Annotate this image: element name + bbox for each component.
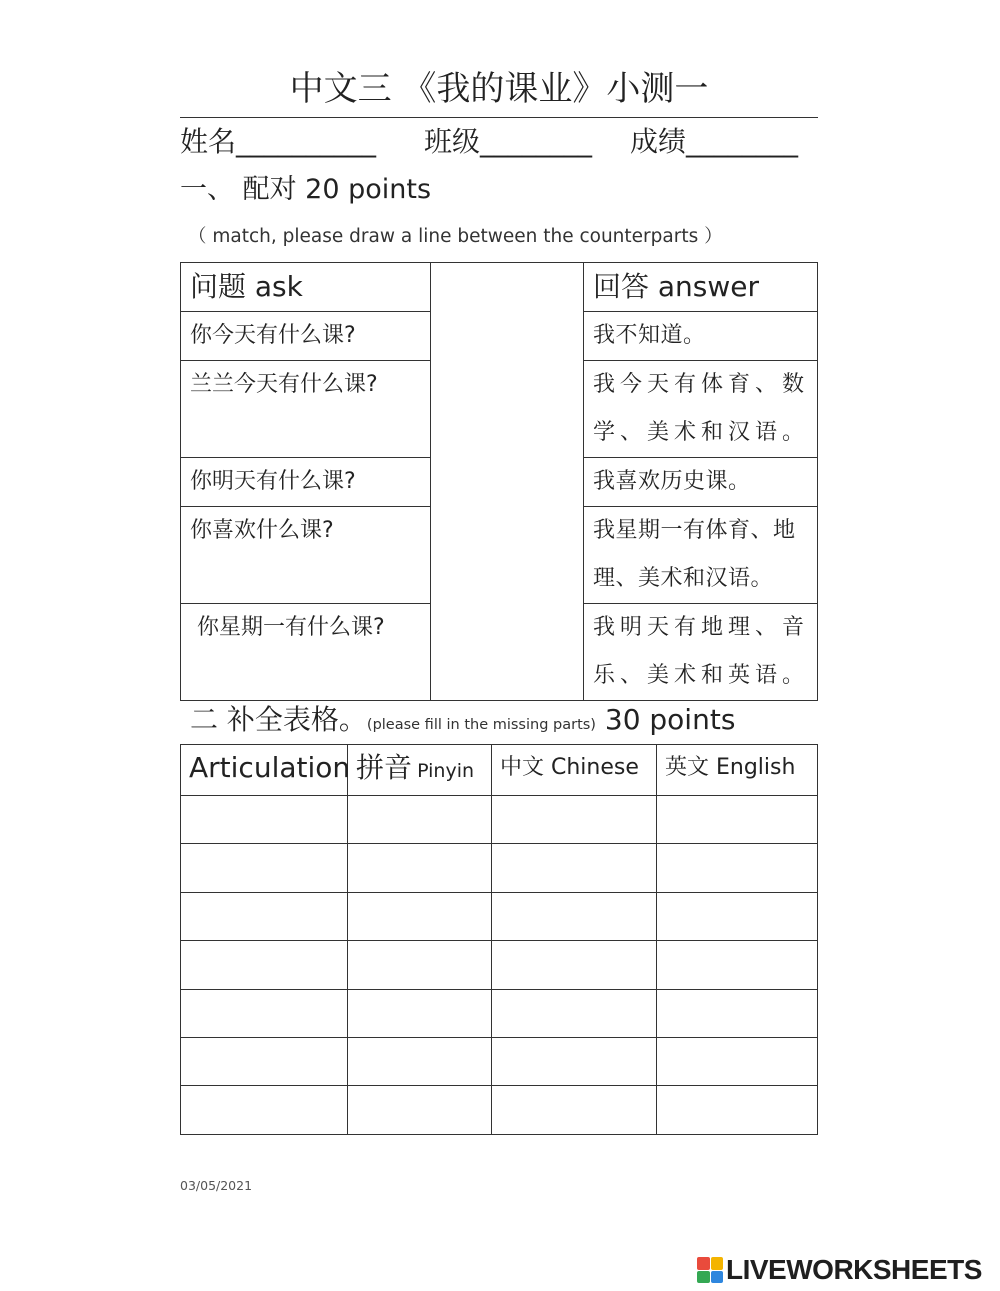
section1-heading: 一、 配对 20 points (180, 174, 432, 205)
header-english: 英文 English (657, 745, 818, 796)
answer-line-2: 理、美术和汉语。 (593, 566, 774, 591)
blank-cell[interactable] (348, 1037, 492, 1085)
answer-cell[interactable] (584, 604, 818, 701)
question-cell[interactable]: 你明天有什么课? (181, 458, 431, 507)
liveworksheets-logo[interactable] (697, 1254, 982, 1286)
blank-cell[interactable] (348, 892, 492, 940)
table-row (181, 1037, 818, 1085)
table-row (181, 892, 818, 940)
header-ask: 问题 ask (181, 263, 431, 312)
blank-cell[interactable] (492, 941, 657, 989)
header-articulation: Articulation (181, 745, 348, 796)
blank-cell[interactable] (181, 796, 348, 844)
question-cell[interactable]: 你喜欢什么课? (181, 507, 431, 604)
section2-points: 30 points (604, 703, 736, 736)
blank-cell[interactable] (181, 941, 348, 989)
answer-cell[interactable] (584, 361, 818, 458)
answer-line-2: 乐、美术和英语。 (593, 663, 810, 688)
title-divider (180, 117, 818, 118)
question-cell[interactable]: 兰兰今天有什么课? (181, 361, 431, 458)
answer-cell[interactable]: 我不知道。 (584, 312, 818, 361)
blank-cell[interactable] (348, 989, 492, 1037)
blank-cell[interactable] (492, 1037, 657, 1085)
student-info-row (180, 120, 820, 164)
match-line-area[interactable] (431, 263, 584, 701)
brand-blocks-icon (697, 1257, 723, 1283)
section2-title: 二 补全表格。 (190, 703, 367, 736)
blank-cell[interactable] (181, 1086, 348, 1134)
blank-cell[interactable] (657, 844, 818, 892)
blank-cell[interactable] (492, 844, 657, 892)
matching-table (180, 262, 818, 701)
blank-cell[interactable] (348, 1086, 492, 1134)
blank-cell[interactable] (348, 844, 492, 892)
fill-in-table (180, 744, 818, 1135)
blank-cell[interactable] (348, 941, 492, 989)
brand-name: LIVEWORKSHEETS (726, 1254, 982, 1285)
header-pinyin-en: Pinyin (417, 760, 475, 782)
section1-instruction: （ match, please draw a line between the counterparts ） (188, 226, 723, 247)
score-field[interactable]: 成绩________ (630, 125, 799, 158)
blank-cell[interactable] (657, 941, 818, 989)
brand-block-red (697, 1257, 710, 1270)
blank-cell[interactable] (492, 796, 657, 844)
blank-cell[interactable] (492, 989, 657, 1037)
header-chinese: 中文 Chinese (492, 745, 657, 796)
header-pinyin (348, 745, 492, 796)
answer-line-1: 我星期一有体育、地 (593, 518, 796, 543)
table-row (181, 796, 818, 844)
answer-line-1: 我明天有地理、音 (593, 615, 810, 640)
answer-cell[interactable] (584, 507, 818, 604)
table-row (181, 1086, 818, 1134)
blank-cell[interactable] (181, 1037, 348, 1085)
header-answer: 回答 answer (584, 263, 818, 312)
name-field[interactable]: 姓名__________ (180, 125, 377, 158)
question-cell[interactable]: 你星期一有什么课? (181, 604, 431, 701)
table-row (181, 941, 818, 989)
date-stamp: 03/05/2021 (180, 1178, 253, 1193)
blank-cell[interactable] (657, 989, 818, 1037)
blank-cell[interactable] (181, 892, 348, 940)
blank-cell[interactable] (492, 1086, 657, 1134)
blank-cell[interactable] (181, 989, 348, 1037)
header-pinyin-cn: 拼音 (356, 751, 413, 784)
table-row (181, 844, 818, 892)
question-cell[interactable]: 你今天有什么课? (181, 312, 431, 361)
section2-note: (please fill in the missing parts) (366, 717, 596, 733)
class-field[interactable]: 班级________ (424, 125, 593, 158)
page-title: 中文三 《我的课业》小测一 (289, 69, 709, 109)
blank-cell[interactable] (348, 796, 492, 844)
brand-block-yellow (711, 1257, 724, 1270)
answer-cell[interactable]: 我喜欢历史课。 (584, 458, 818, 507)
blank-cell[interactable] (657, 892, 818, 940)
brand-block-blue (711, 1271, 724, 1284)
brand-block-green (697, 1271, 710, 1284)
blank-cell[interactable] (181, 844, 348, 892)
table-row (181, 989, 818, 1037)
blank-cell[interactable] (657, 796, 818, 844)
answer-line-2: 学、美术和汉语。 (593, 420, 810, 445)
blank-cell[interactable] (492, 892, 657, 940)
blank-cell[interactable] (657, 1037, 818, 1085)
blank-cell[interactable] (657, 1086, 818, 1134)
section2-heading (190, 698, 735, 747)
answer-line-1: 我今天有体育、数 (593, 372, 810, 397)
